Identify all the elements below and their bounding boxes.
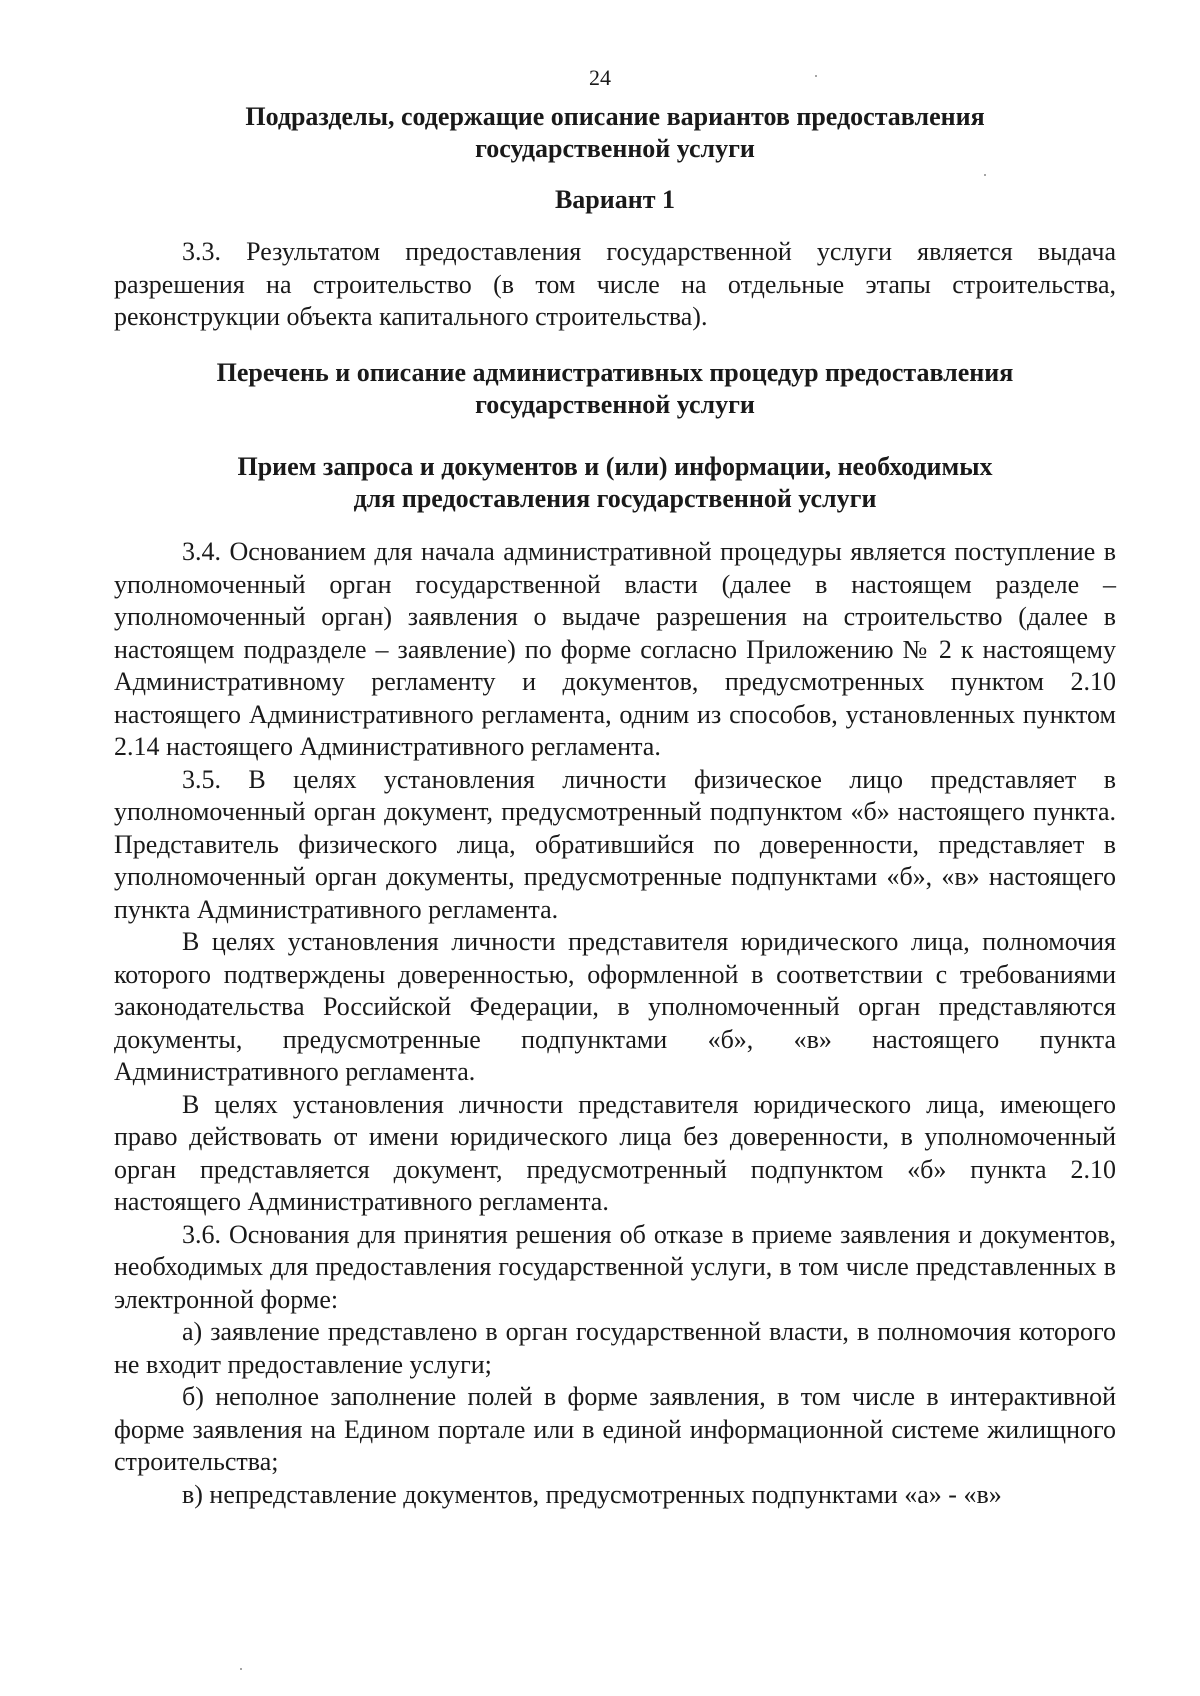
procedures-heading-line: Перечень и описание административных процедур предоставления [216,358,1014,387]
section-heading-line: государственной услуги [475,134,755,163]
scan-speck [240,1668,242,1670]
reception-heading [114,451,1116,515]
paragraph-3-6: 3.6. Основания для принятия решения об отказе в приеме заявления и документов, необходимых для предоставления государственной услуги, в том числе представленных в электронной форме: [114,1219,1116,1314]
variant-heading: Вариант 1 [554,185,676,214]
reception-heading-line: для предоставления государственной услуги [353,484,877,513]
procedures-heading [114,357,1116,421]
page-number: 24 [589,65,611,90]
scan-speck [984,174,986,176]
list-item-a: а) заявление представлено в орган государственной власти, в полномочия которого не входит предоставление услуги; [114,1317,1116,1379]
paragraph-3-3: 3.3. Результатом предоставления государственной услуги является выдача разрешения на строительство (в том числе на отдельные этапы строительства, реконструкции объекта капитального строительства). [114,237,1116,331]
result-section [114,236,1116,334]
procedures-heading-line: государственной услуги [475,390,755,419]
paragraph-3-4: 3.4. Основанием для начала административной процедуры является поступление в уполномоченный орган государственной власти (далее в настоящем разделе – уполномоченный орган) заявления о выдаче разрешения на строительство (далее в настоящем подразделе – заявление) по форме согласно Приложению № 2 к настоящему Административному регламенту и документов, предусмотренных пунктом 2.10 настоящего Административного регламента, одним из способов, установленных пунктом 2.14 настоящего Административного регламента. [114,537,1116,761]
list-item-b: б) неполное заполнение полей в форме заявления, в том числе в интерактивной форме заявления на Едином портале или в единой информационной системе жилищного строительства; [114,1382,1116,1476]
paragraph-3-5: 3.5. В целях установления личности физическое лицо представляет в уполномоченный орган документ, предусмотренный подпунктом «б» настоящего пункта. Представитель физического лица, обратившийся по доверенности, представляет в уполномоченный орган документы, предусмотренные подпунктами «б», «в» настоящего пункта Административного регламента. [114,764,1116,924]
reception-body [114,536,1116,1511]
section-heading [114,101,1116,165]
reception-heading-line: Прием запроса и документов и (или) информации, необходимых [237,452,993,481]
section-heading-line: Подразделы, содержащие описание вариантов предоставления [245,102,985,131]
paragraph-legal-entity-no-proxy: В целях установления личности представителя юридического лица, имеющего право действовать от имени юридического лица без доверенности, в уполномоченный орган представляется документ, предусмотренный подпунктом «б» пункта 2.10 настоящего Административного регламента. [114,1089,1116,1216]
list-item-v: в) непредставление документов, предусмотренных подпунктами «а» - «в» [182,1479,1002,1509]
paragraph-legal-entity-proxy: В целях установления личности представителя юридического лица, полномочия которого подтверждены доверенностью, оформленной в соответствии с требованиями законодательства Российской Федерации, в уполномоченный орган представляются документы, предусмотренные подпунктами «б», «в» настоящего пункта Административного регламента. [114,927,1116,1086]
scan-speck [815,75,817,77]
